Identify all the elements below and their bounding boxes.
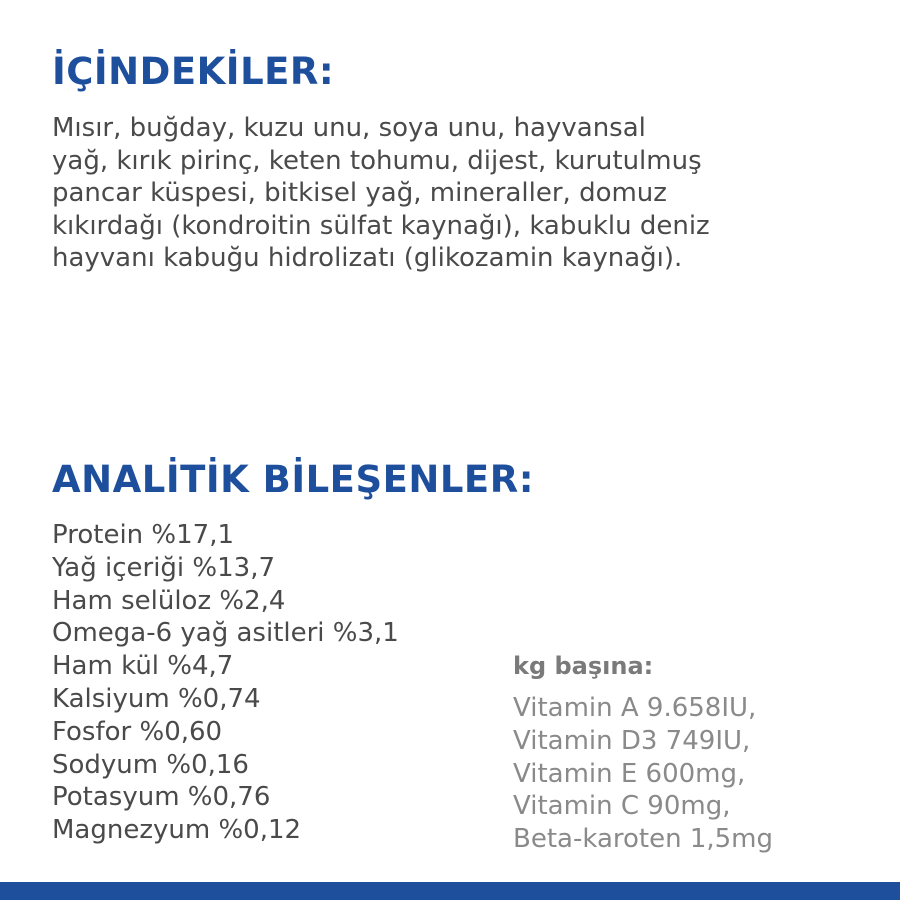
analytic-item-fat: Yağ içeriği %13,7 bbox=[52, 552, 276, 583]
vitamin-item: Beta-karoten 1,5mg bbox=[513, 824, 774, 855]
analytic-item-phosphorus: Fosfor %0,60 bbox=[52, 716, 223, 747]
ingredients-line: Mısır, buğday, kuzu unu, soya unu, hayvansal bbox=[52, 113, 646, 143]
analytic-item-magnesium: Magnezyum %0,12 bbox=[52, 815, 302, 846]
analytic-item-crude-ash: Ham kül %4,7 bbox=[52, 651, 234, 682]
per-kg-title: kg başına: bbox=[513, 652, 654, 680]
analytic-components-heading: ANALİTİK BİLEŞENLER: bbox=[52, 458, 534, 501]
ingredients-heading: İÇİNDEKİLER: bbox=[52, 50, 335, 93]
ingredients-line: yağ, kırık pirinç, keten tohumu, dijest, kurutulmuş bbox=[52, 145, 702, 176]
ingredients-line: kıkırdağı (kondroitin sülfat kaynağı), kabuklu deniz bbox=[52, 210, 710, 241]
analytic-item-sodium: Sodyum %0,16 bbox=[52, 749, 249, 780]
analytic-item-calcium: Kalsiyum %0,74 bbox=[52, 683, 261, 714]
ingredients-line: hayvanı kabuğu hidrolizatı (glikozamin kaynağı). bbox=[52, 243, 683, 273]
ingredients-line: pancar küspesi, bitkisel yağ, mineraller, domuz bbox=[52, 178, 667, 208]
ingredients-text bbox=[52, 112, 852, 275]
analytic-item-protein: Protein %17,1 bbox=[52, 520, 234, 550]
analytic-item-potassium: Potasyum %0,76 bbox=[52, 782, 271, 813]
vitamin-item: Vitamin D3 749IU, bbox=[513, 725, 751, 756]
analytic-components-list bbox=[52, 519, 399, 847]
vitamin-item: Vitamin C 90mg, bbox=[513, 791, 731, 822]
bottom-accent-bar bbox=[0, 882, 900, 900]
analytic-item-omega6: Omega-6 yağ asitleri %3,1 bbox=[52, 618, 399, 649]
vitamin-item: Vitamin A 9.658IU, bbox=[513, 693, 757, 723]
vitamin-list bbox=[513, 692, 773, 856]
vitamin-item: Vitamin E 600mg, bbox=[513, 758, 746, 789]
analytic-item-crude-fiber: Ham selüloz %2,4 bbox=[52, 585, 286, 616]
